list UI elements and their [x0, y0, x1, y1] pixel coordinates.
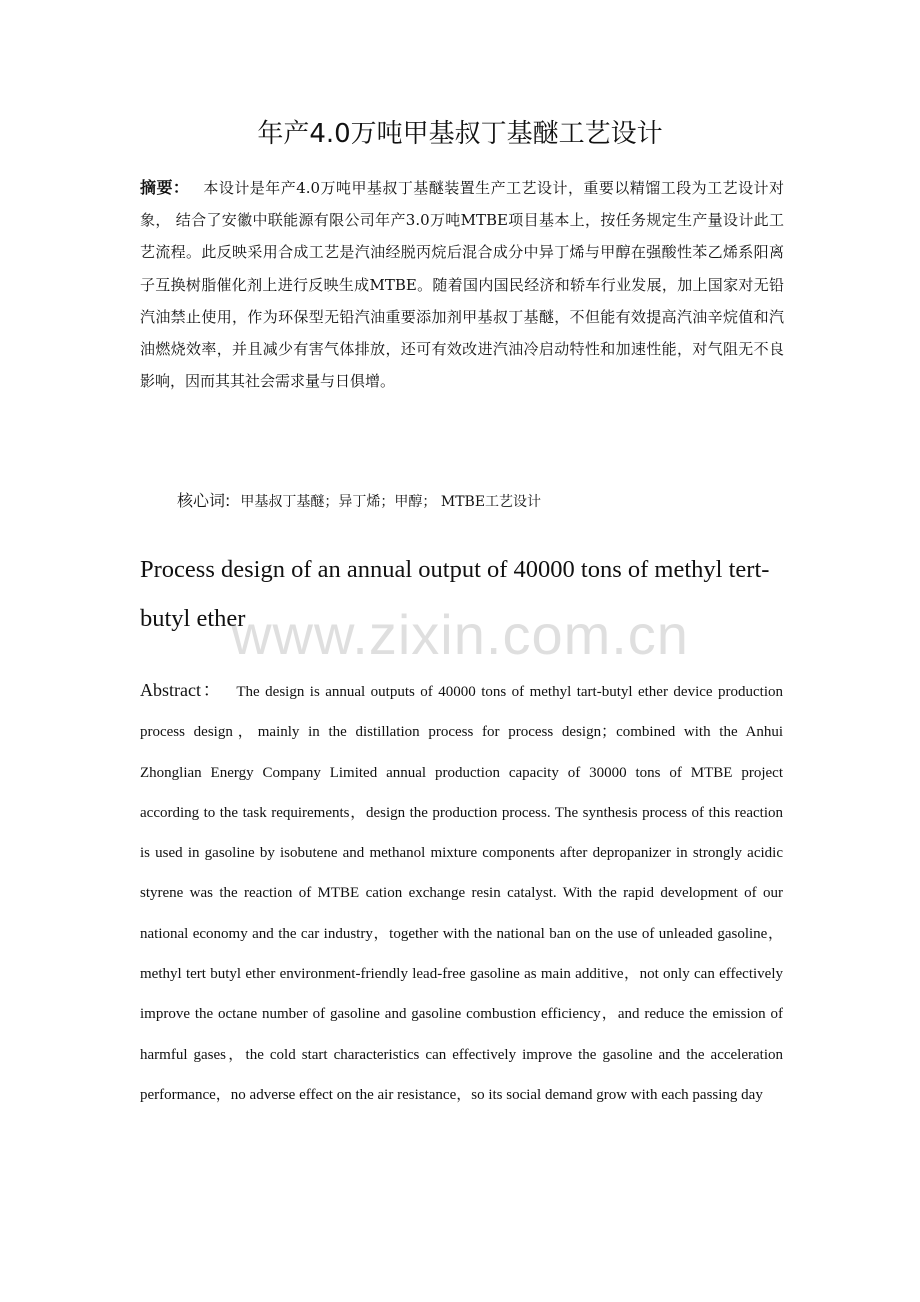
english-abstract-label: Abstract： [140, 680, 223, 700]
document-title: 年产4.0万吨甲基叔丁基醚工艺设计 [257, 119, 663, 149]
chinese-abstract [140, 172, 784, 397]
keywords [177, 486, 777, 517]
keywords-label: 核心词: [177, 491, 231, 510]
keywords-text: 甲基叔丁基醚；异丁烯；甲醇； MTBE工艺设计 [240, 494, 542, 510]
chinese-abstract-label: 摘要： [140, 178, 190, 197]
english-title: Process design of an annual output of 40000 tons of methyl tert-butyl ether [140, 556, 770, 632]
watermark: www.zixin.com.cn [231, 603, 689, 666]
english-abstract-text: The design is annual outputs of 40000 tons of methyl tart-butyl ether device production process design，mainly in the distillation process for process design；combined with the Anhui Zhonglian Energy Company Limited annual production capacity of 30000 tons of MTBE project according to the task requirements，design the production process. The synthesis process of this reaction is used in gasoline by isobutene and methanol mixture components after depropanizer in strongly acidic styrene was the reaction of MTBE cation exchange resin catalyst. With the rapid development of our national economy and the car industry，together with the national ban on the use of unleaded gasoline，methyl tert butyl ether environment-friendly lead-free gasoline as main additive，not only can effectively improve the octane number of gasoline and gasoline combustion efficiency，and reduce the emission of harmful gases，the cold start characteristics can effectively improve the gasoline and the acceleration performance，no adverse effect on the air resistance，so its social demand grow with each passing day [140, 684, 783, 1103]
english-abstract [140, 670, 783, 1115]
chinese-abstract-text: 本设计是年产4.0万吨甲基叔丁基醚装置生产工艺设计，重要以精馏工段为工艺设计对象， 结合了安徽中联能源有限公司年产3.0万吨MTBE项目基本上，按任务规定生产量设计此工艺流程。此反映采用合成工艺是汽油经脱丙烷后混合成分中异丁烯与甲醇在强酸性苯乙烯系阳离子互换树脂催化剂上进行反映生成MTBE。随着国内国民经济和轿车行业发展，加上国家对无铅汽油禁止使用，作为环保型无铅汽油重要添加剂甲基叔丁基醚，不但能有效提高汽油辛烷值和汽油燃烧效率，并且减少有害气体排放，还可有效改进汽油冷启动特性和加速性能，对气阻无不良影响，因而其其社会需求量与日俱增。 [140, 179, 784, 391]
